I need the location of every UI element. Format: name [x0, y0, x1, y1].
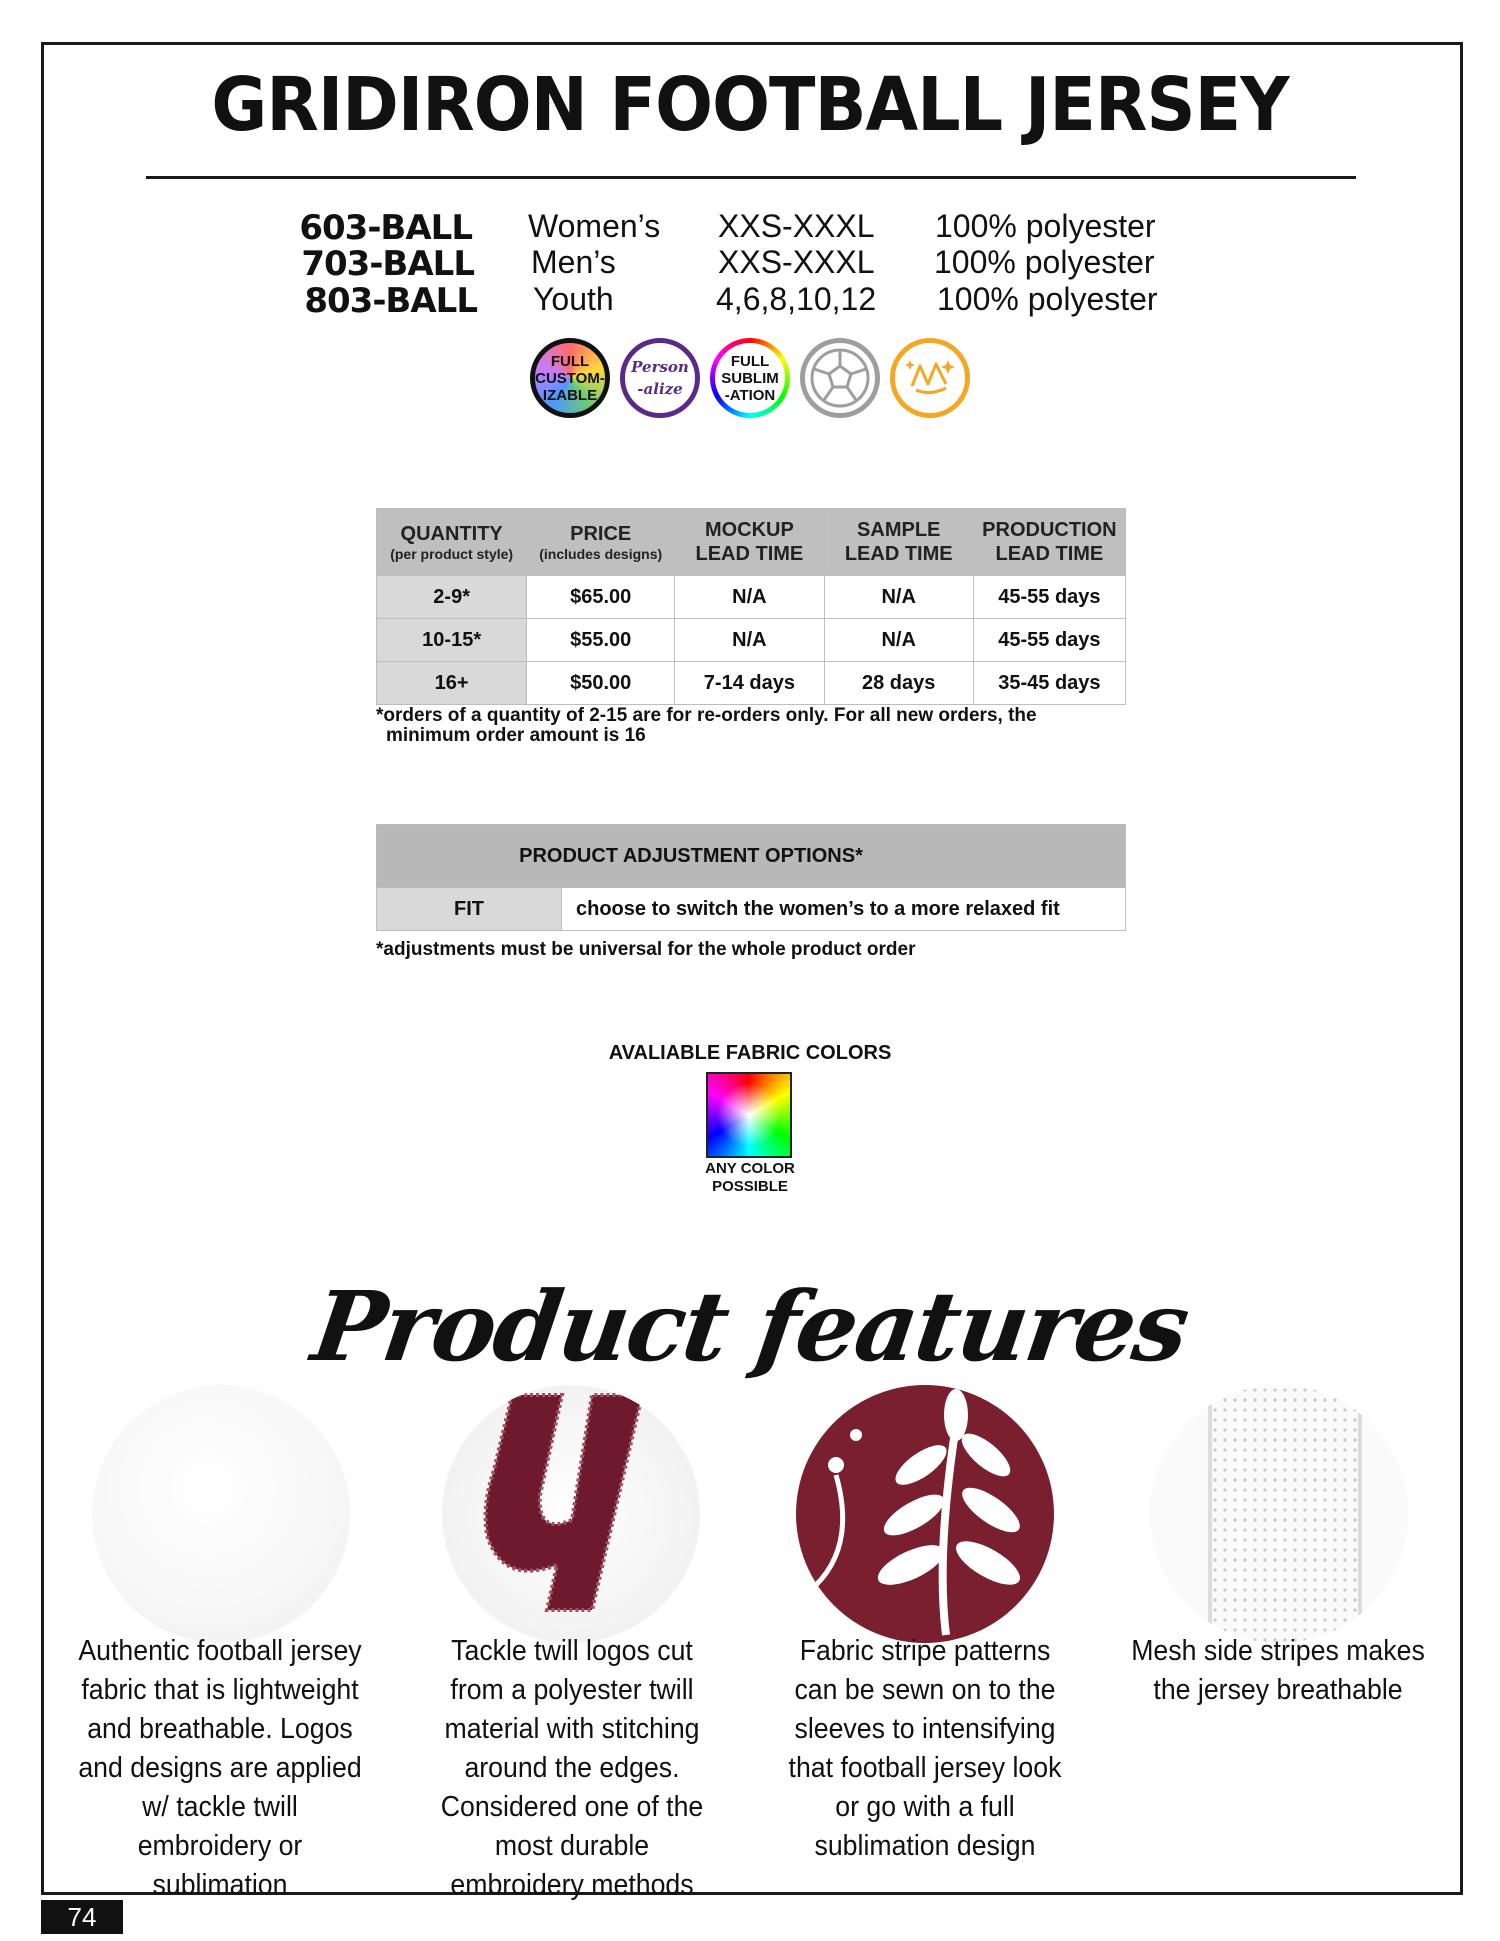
mockup-cell: 7-14 days: [675, 662, 824, 705]
sample-header: SAMPLE LEAD TIME: [824, 509, 973, 576]
table-row: [377, 662, 1126, 705]
table-row: [377, 888, 1126, 931]
color-wheel-swatch: [706, 1072, 792, 1158]
price-cell: $55.00: [527, 619, 675, 662]
mockup-cell: N/A: [675, 619, 824, 662]
price-cell: $65.00: [527, 576, 675, 619]
adjustment-table: [376, 824, 1126, 931]
full-customizable-badge-icon: FULL CUSTOM- IZABLE: [530, 338, 610, 418]
product-code: 603-BALL: [299, 208, 472, 248]
sample-cell: N/A: [824, 619, 973, 662]
fit-label: FIT: [377, 888, 562, 931]
adjustment-header-row: [377, 825, 1126, 888]
jersey-fabric-image: [92, 1385, 350, 1643]
product-row: [0, 244, 1500, 284]
product-fabric: 100% polyester: [937, 281, 1158, 317]
product-fabric: 100% polyester: [934, 244, 1155, 280]
production-header: PRODUCTION LEAD TIME: [973, 509, 1125, 576]
pricing-header-row: [377, 509, 1126, 576]
price-cell: $50.00: [527, 662, 675, 705]
price-header: PRICE (includes designs): [527, 509, 675, 576]
product-row: [0, 281, 1500, 321]
table-row: [377, 576, 1126, 619]
adjustment-header: PRODUCT ADJUSTMENT OPTIONS*: [377, 825, 1126, 888]
quantity-cell: 10-15*: [377, 619, 527, 662]
quantity-cell: 2-9*: [377, 576, 527, 619]
tackle-twill-image: [442, 1385, 700, 1643]
production-cell: 45-55 days: [973, 619, 1125, 662]
quantity-cell: 16+: [377, 662, 527, 705]
sample-cell: 28 days: [824, 662, 973, 705]
title-divider: [146, 176, 1356, 179]
sample-cell: N/A: [824, 576, 973, 619]
product-sizes: XXS-XXXL: [718, 244, 875, 280]
feature-text: Fabric stripe patterns can be sewn on to the sleeves to intensifying that football jersey look or go with a full sublimation design: [788, 1635, 1062, 1862]
leaf-pattern-image: [796, 1385, 1054, 1643]
features-title: Product features: [305, 1270, 1195, 1383]
pricing-note: *orders of a quantity of 2-15 are for re-orders only. For all new orders, the minimum order amount is 16: [376, 705, 1037, 746]
mockup-header: MOCKUP LEAD TIME: [675, 509, 824, 576]
product-gender: Youth: [533, 281, 614, 317]
page-title: GRIDIRON FOOTBALL JERSEY: [211, 62, 1289, 148]
fabric-colors-label: ANY COLOR POSSIBLE: [705, 1160, 795, 1195]
fit-description: choose to switch the women’s to a more relaxed fit: [562, 888, 1126, 931]
product-gender: Women’s: [528, 208, 661, 244]
feature-text: Mesh side stripes makes the jersey breathable: [1131, 1635, 1425, 1706]
product-sizes: XXS-XXXL: [718, 208, 875, 244]
page-number: 74: [41, 1900, 123, 1934]
product-code: 703-BALL: [301, 244, 474, 284]
fabric-colors-title: AVALIABLE FABRIC COLORS: [608, 1042, 892, 1064]
quantity-header: QUANTITY (per product style): [377, 509, 527, 576]
mesh-stripe-image: [1150, 1385, 1408, 1643]
sparkle-logo-badge-icon: [890, 338, 970, 418]
product-fabric: 100% polyester: [935, 208, 1156, 244]
feature-text: Tackle twill logos cut from a polyester twill material with stitching around the edges. Considered one of the most durable embroidery methods: [440, 1635, 704, 1901]
soccer-ball-badge-icon: [800, 338, 880, 418]
mockup-cell: N/A: [675, 576, 824, 619]
product-row: [0, 208, 1500, 248]
adjustment-note: *adjustments must be universal for the whole product order: [376, 939, 916, 960]
product-code: 803-BALL: [304, 281, 477, 321]
feature-text: Authentic football jersey fabric that is lightweight and breathable. Logos and designs are applied w/ tackle twill embroidery or sublimation: [78, 1635, 362, 1901]
full-sublimation-badge-icon: FULL SUBLIM -ATION: [710, 338, 790, 418]
pricing-table: [376, 508, 1126, 705]
personalize-badge-icon: Person -alize: [620, 338, 700, 418]
product-gender: Men’s: [531, 244, 616, 280]
production-cell: 45-55 days: [973, 576, 1125, 619]
product-sizes: 4,6,8,10,12: [716, 281, 877, 317]
production-cell: 35-45 days: [973, 662, 1125, 705]
table-row: [377, 619, 1126, 662]
